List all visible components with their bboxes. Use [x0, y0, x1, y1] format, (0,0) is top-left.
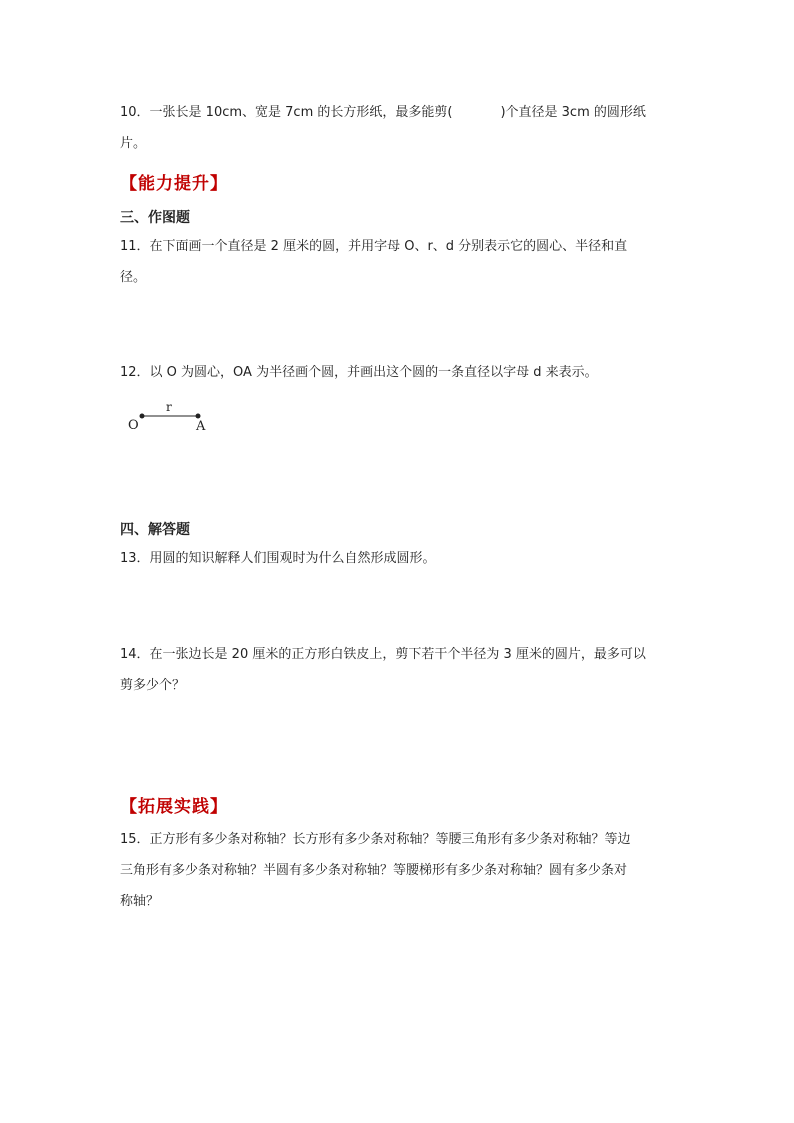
- point-o: [140, 414, 145, 419]
- section-title-drawing: 三、作图题: [120, 210, 190, 226]
- label-r: r: [166, 400, 172, 414]
- radius-diagram-svg: [124, 398, 224, 438]
- q12-line-1: 12．以 O 为圆心，OA 为半径画个圆，并画出这个圆的一条直径以字母 d 来表示。: [120, 365, 598, 380]
- q15-line-2: 三角形有多少条对称轴？半圆有多少条对称轴？等腰梯形有多少条对称轴？圆有多少条对: [120, 863, 628, 878]
- q10-line-2: 片。: [120, 136, 147, 151]
- q10-line-1: [120, 103, 646, 123]
- q11-line-1: 11．在下面画一个直径是 2 厘米的圆，并用字母 O、r、d 分别表示它的圆心、半径和直: [120, 239, 628, 254]
- label-o: O: [128, 418, 139, 433]
- q14-line-1: 14．在一张边长是 20 厘米的正方形白铁皮上，剪下若干个半径为 3 厘米的圆片，最多可以: [120, 647, 646, 662]
- point-a: [196, 414, 201, 419]
- q15-line-1: 15．正方形有多少条对称轴？长方形有多少条对称轴？等腰三角形有多少条对称轴？等边: [120, 832, 631, 847]
- q15-line-3: 称轴？: [120, 894, 160, 909]
- heading-extended-practice: 【拓展实践】: [120, 797, 228, 817]
- label-a: A: [196, 419, 206, 434]
- q10-text-before-blank: 10．一张长是 10cm、宽是 7cm 的长方形纸，最多能剪(: [120, 105, 453, 120]
- q10-text-after-blank: )个直径是 3cm 的圆形纸: [500, 105, 646, 120]
- q13-line-1: 13．用圆的知识解释人们围观时为什么自然形成圆形。: [120, 551, 436, 566]
- radius-diagram: [124, 398, 224, 442]
- section-title-answer: 四、解答题: [120, 522, 190, 538]
- q11-line-2: 径。: [120, 270, 147, 285]
- heading-ability-improvement: 【能力提升】: [120, 174, 228, 194]
- q14-line-2: 剪多少个？: [120, 678, 186, 693]
